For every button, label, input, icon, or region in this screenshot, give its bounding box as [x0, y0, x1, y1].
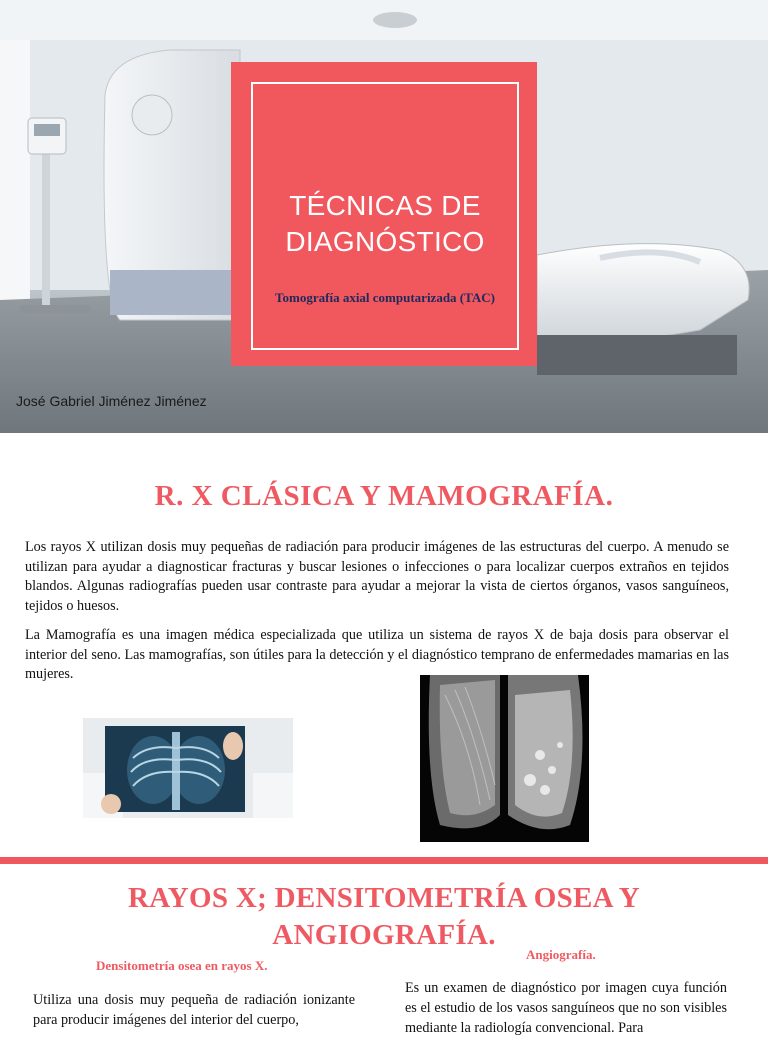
subheading-angiografia: Angiografía.	[526, 947, 596, 962]
section2-title-line-2: ANGIOGRAFÍA.	[272, 919, 496, 951]
section-title-rx-mamografia: R. X CLÁSICA Y MAMOGRAFÍA.	[154, 480, 614, 512]
hero-banner	[0, 0, 768, 433]
section2-title-line-1: RAYOS X; DENSITOMETRÍA OSEA Y	[127, 882, 641, 914]
author-name: José Gabriel Jiménez Jiménez	[16, 393, 207, 409]
page-subtitle: Tomografía axial computarizada (TAC)	[275, 290, 495, 305]
title-card	[231, 62, 537, 366]
text-densitometria: Utiliza una dosis muy pequeña de radiación ionizante para producir imágenes del interior del cuerpo,	[33, 992, 355, 1028]
title-line-2: DIAGNÓSTICO	[285, 226, 485, 257]
section-title-densitometria-angiografia	[0, 880, 768, 954]
paragraph-mamografia: La Mamografía es una imagen médica especializada que utiliza un sistema de rayos X de baja dosis para observar el interior del seno. Las mamografías, son útiles para la detección y el diagnóstico temprano de enfermedades mamarias en las mujeres.	[25, 627, 729, 682]
paragraph-rayos-x: Los rayos X utilizan dosis muy pequeñas de radiación para producir imágenes de las estructuras del cuerpo. A menudo se utilizan para ayudar a diagnosticar fracturas y buscar lesiones o infecciones o para localizar cuerpos extraños en tejidos blandos. Algunas radiografías pueden usar contraste para ayudar a mejorar la vista de ciertos órganos, vasos sanguíneos, tejidos o huesos.	[25, 539, 729, 614]
title-line-1: TÉCNICAS DE	[289, 190, 481, 221]
page-title	[253, 188, 517, 260]
section-divider	[0, 857, 768, 864]
subheading-densitometria: Densitometría osea en rayos X.	[96, 958, 268, 973]
text-angiografia: Es un examen de diagnóstico por imagen cuya función es el estudio de los vasos sanguíneos que no son visibles mediante la radiología convencional. Para	[405, 980, 727, 1036]
title-card-frame	[251, 82, 519, 350]
mammogram-image	[420, 675, 589, 842]
chest-xray-image	[83, 718, 293, 818]
